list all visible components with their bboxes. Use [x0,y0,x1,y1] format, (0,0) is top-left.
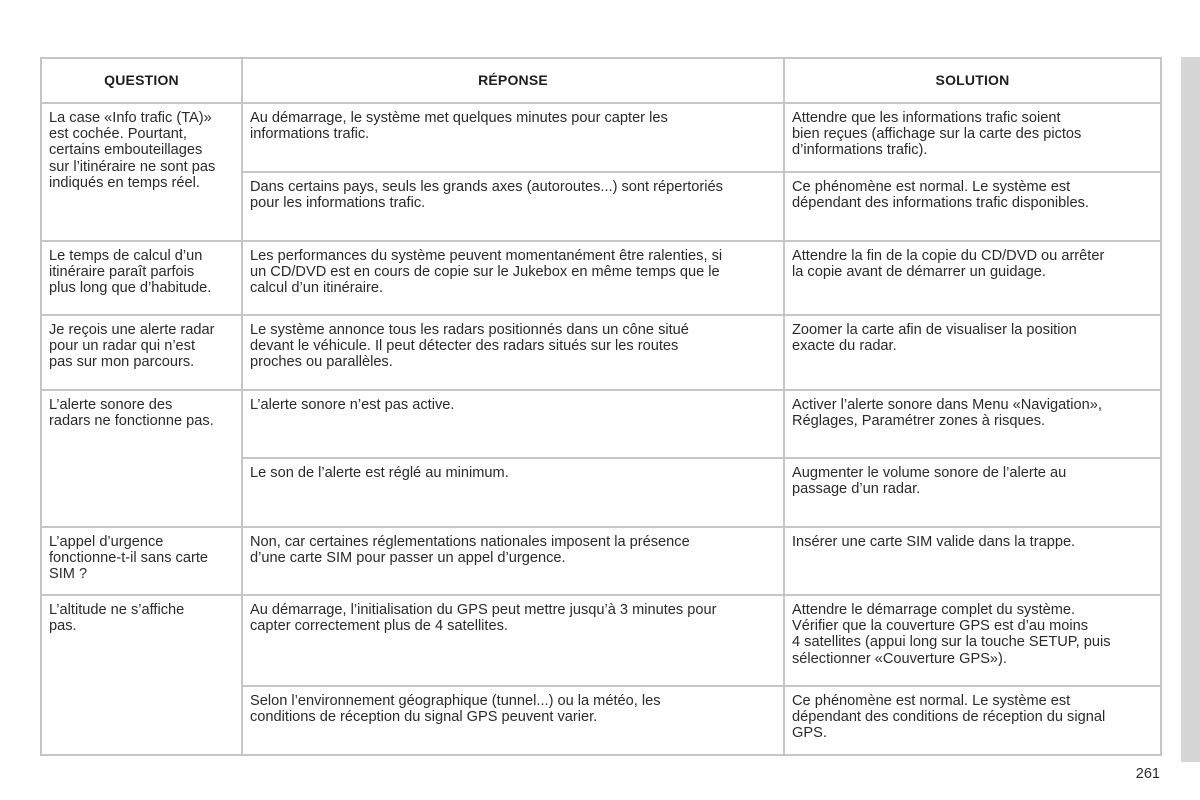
reponse-altitude-2: Selon l’environnement géographique (tunnel...) ou la météo, les conditions de réception du signal GPS peuvent varier. [242,686,784,755]
header-solution: SOLUTION [784,58,1161,103]
question-alerte-radar: Je reçois une alerte radar pour un radar qui n’est pas sur mon parcours. [41,315,242,390]
header-question: QUESTION [41,58,242,103]
solution-temps-calcul: Attendre la fin de la copie du CD/DVD ou arrêter la copie avant de démarrer un guidage. [784,241,1161,315]
question-alerte-sonore: L’alerte sonore des radars ne fonctionne pas. [41,390,242,527]
question-temps-calcul: Le temps de calcul d’un itinéraire paraît parfois plus long que d’habitude. [41,241,242,315]
solution-altitude-1: Attendre le démarrage complet du système. Vérifier que la couverture GPS est d’au moins 4 satellites (appui long sur la touche SETUP, puis sélectionner «Couverture GPS»). [784,595,1161,686]
reponse-alerte-sonore-2: Le son de l’alerte est réglé au minimum. [242,458,784,527]
reponse-temps-calcul: Les performances du système peuvent momentanément être ralenties, si un CD/DVD est en cours de copie sur le Jukebox en même temps que le calcul d’un itinéraire. [242,241,784,315]
solution-info-trafic-2: Ce phénomène est normal. Le système est dépendant des informations trafic disponibles. [784,172,1161,241]
reponse-info-trafic-1: Au démarrage, le système met quelques minutes pour capter les informations trafic. [242,103,784,172]
solution-altitude-2: Ce phénomène est normal. Le système est dépendant des conditions de réception du signal GPS. [784,686,1161,755]
reponse-alerte-sonore-1: L’alerte sonore n’est pas active. [242,390,784,458]
question-info-trafic: La case «Info trafic (TA)» est cochée. Pourtant, certains embouteillages sur l’itinéraire ne sont pas indiqués en temps réel. [41,103,242,241]
reponse-altitude-1: Au démarrage, l’initialisation du GPS peut mettre jusqu’à 3 minutes pour capter correctement plus de 4 satellites. [242,595,784,686]
question-altitude: L’altitude ne s’affiche pas. [41,595,242,755]
question-appel-urgence: L’appel d’urgence fonctionne-t-il sans carte SIM ? [41,527,242,595]
solution-alerte-sonore-1: Activer l’alerte sonore dans Menu «Navigation», Réglages, Paramétrer zones à risques. [784,390,1161,458]
solution-alerte-radar: Zoomer la carte afin de visualiser la position exacte du radar. [784,315,1161,390]
reponse-appel-urgence: Non, car certaines réglementations nationales imposent la présence d’une carte SIM pour passer un appel d’urgence. [242,527,784,595]
solution-info-trafic-1: Attendre que les informations trafic soient bien reçues (affichage sur la carte des pictos d’informations trafic). [784,103,1161,172]
solution-appel-urgence: Insérer une carte SIM valide dans la trappe. [784,527,1161,595]
faq-table [40,57,1162,756]
reponse-info-trafic-2: Dans certains pays, seuls les grands axes (autoroutes...) sont répertoriés pour les informations trafic. [242,172,784,241]
solution-alerte-sonore-2: Augmenter le volume sonore de l’alerte au passage d’un radar. [784,458,1161,527]
header-reponse: RÉPONSE [242,58,784,103]
reponse-alerte-radar: Le système annonce tous les radars positionnés dans un cône situé devant le véhicule. Il peut détecter des radars situés sur les routes proches ou parallèles. [242,315,784,390]
page-number: 261 [1135,766,1160,782]
page-edge-tab [1181,57,1200,762]
